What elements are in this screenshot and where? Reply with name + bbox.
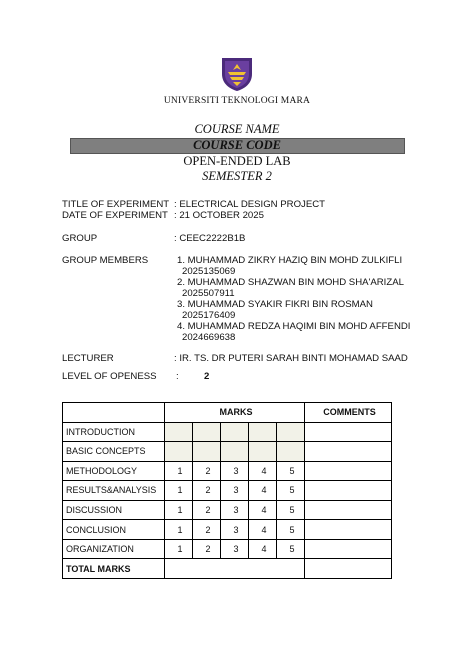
total-row	[63, 559, 392, 579]
score-cell	[277, 442, 305, 462]
score-cell: 5	[277, 481, 305, 501]
total-marks-label: TOTAL MARKS	[63, 559, 165, 579]
row-label: RESULTS&ANALYSIS	[63, 481, 165, 501]
table-row	[63, 461, 392, 481]
score-cell: 3	[221, 520, 249, 540]
score-cell: 4	[249, 481, 277, 501]
score-cell: 1	[165, 481, 193, 501]
row-label: BASIC CONCEPTS	[63, 442, 165, 462]
group-label: GROUP	[62, 233, 98, 244]
course-code: COURSE CODE	[193, 138, 281, 152]
lecturer-label: LECTURER	[62, 353, 114, 364]
lab-title: OPEN-ENDED LAB	[183, 154, 291, 168]
score-cell: 4	[249, 539, 277, 559]
score-cell: 3	[221, 461, 249, 481]
table-row	[63, 520, 392, 540]
comment-cell	[305, 481, 392, 501]
score-cell: 2	[193, 481, 221, 501]
date-label: DATE OF EXPERIMENT	[62, 210, 168, 221]
score-cell: 5	[277, 539, 305, 559]
comment-cell	[305, 500, 392, 520]
score-cell: 4	[249, 520, 277, 540]
table-row	[63, 422, 392, 442]
comments-header: COMMENTS	[305, 403, 392, 423]
score-cell	[249, 422, 277, 442]
score-cell: 3	[221, 481, 249, 501]
score-cell: 4	[249, 461, 277, 481]
score-cell: 1	[165, 539, 193, 559]
score-cell: 4	[249, 500, 277, 520]
member-2-id: 2025507911	[182, 288, 235, 299]
row-label: DISCUSSION	[63, 500, 165, 520]
score-cell: 5	[277, 461, 305, 481]
university-logo-icon	[220, 56, 254, 92]
member-2-name: 2. MUHAMMAD SHAZWAN BIN MOHD SHA'ARIZAL	[177, 277, 404, 288]
total-comment-cell	[305, 559, 392, 579]
lecturer-value: : IR. TS. DR PUTERI SARAH BINTI MOHAMAD SAAD	[174, 353, 408, 364]
score-cell: 1	[165, 520, 193, 540]
title-value: : ELECTRICAL DESIGN PROJECT	[174, 199, 326, 210]
date-value: : 21 OCTOBER 2025	[174, 210, 264, 221]
member-3-name: 3. MUHAMMAD SYAKIR FIKRI BIN ROSMAN	[177, 299, 373, 310]
score-cell: 1	[165, 461, 193, 481]
score-cell	[193, 422, 221, 442]
table-row	[63, 481, 392, 501]
member-3-id: 2025176409	[182, 310, 236, 321]
row-label: CONCLUSION	[63, 520, 165, 540]
table-header-row	[63, 403, 392, 423]
group-value: : CEEC2222B1B	[174, 233, 246, 244]
score-cell: 2	[193, 461, 221, 481]
comment-cell	[305, 422, 392, 442]
score-cell	[221, 442, 249, 462]
comment-cell	[305, 442, 392, 462]
course-name: COURSE NAME	[194, 122, 280, 136]
table-row	[63, 500, 392, 520]
row-label: ORGANIZATION	[63, 539, 165, 559]
member-4-name: 4. MUHAMMAD REDZA HAQIMI BIN MOHD AFFENDI	[177, 321, 411, 332]
score-cell: 5	[277, 500, 305, 520]
score-cell: 1	[165, 500, 193, 520]
score-cell: 2	[193, 539, 221, 559]
comment-cell	[305, 539, 392, 559]
openess-label: LEVEL OF OPENESS	[62, 371, 157, 382]
total-marks-cell	[165, 559, 305, 579]
score-cell	[249, 442, 277, 462]
score-cell: 3	[221, 539, 249, 559]
score-cell	[277, 422, 305, 442]
row-label: METHODOLOGY	[63, 461, 165, 481]
title-label: TITLE OF EXPERIMENT	[62, 199, 170, 210]
table-row	[63, 442, 392, 462]
comment-cell	[305, 461, 392, 481]
score-cell: 2	[193, 520, 221, 540]
marks-table	[62, 402, 392, 579]
openess-colon: :	[176, 371, 179, 382]
score-cell: 3	[221, 500, 249, 520]
members-label: GROUP MEMBERS	[62, 255, 149, 266]
row-label: INTRODUCTION	[63, 422, 165, 442]
score-cell	[221, 422, 249, 442]
score-cell	[165, 422, 193, 442]
semester: SEMESTER 2	[202, 169, 272, 183]
score-cell	[193, 442, 221, 462]
table-row	[63, 539, 392, 559]
member-1-name: 1. MUHAMMAD ZIKRY HAZIQ BIN MOHD ZULKIFLI	[177, 255, 403, 266]
openess-value: 2	[204, 371, 210, 382]
university-name: UNIVERSITI TEKNOLOGI MARA	[163, 96, 311, 106]
score-cell: 5	[277, 520, 305, 540]
score-cell	[165, 442, 193, 462]
comment-cell	[305, 520, 392, 540]
member-4-id: 2024669638	[182, 332, 236, 343]
member-1-id: 2025135069	[182, 266, 236, 277]
marks-header: MARKS	[165, 403, 305, 423]
score-cell: 2	[193, 500, 221, 520]
header-blank-cell	[63, 403, 165, 423]
